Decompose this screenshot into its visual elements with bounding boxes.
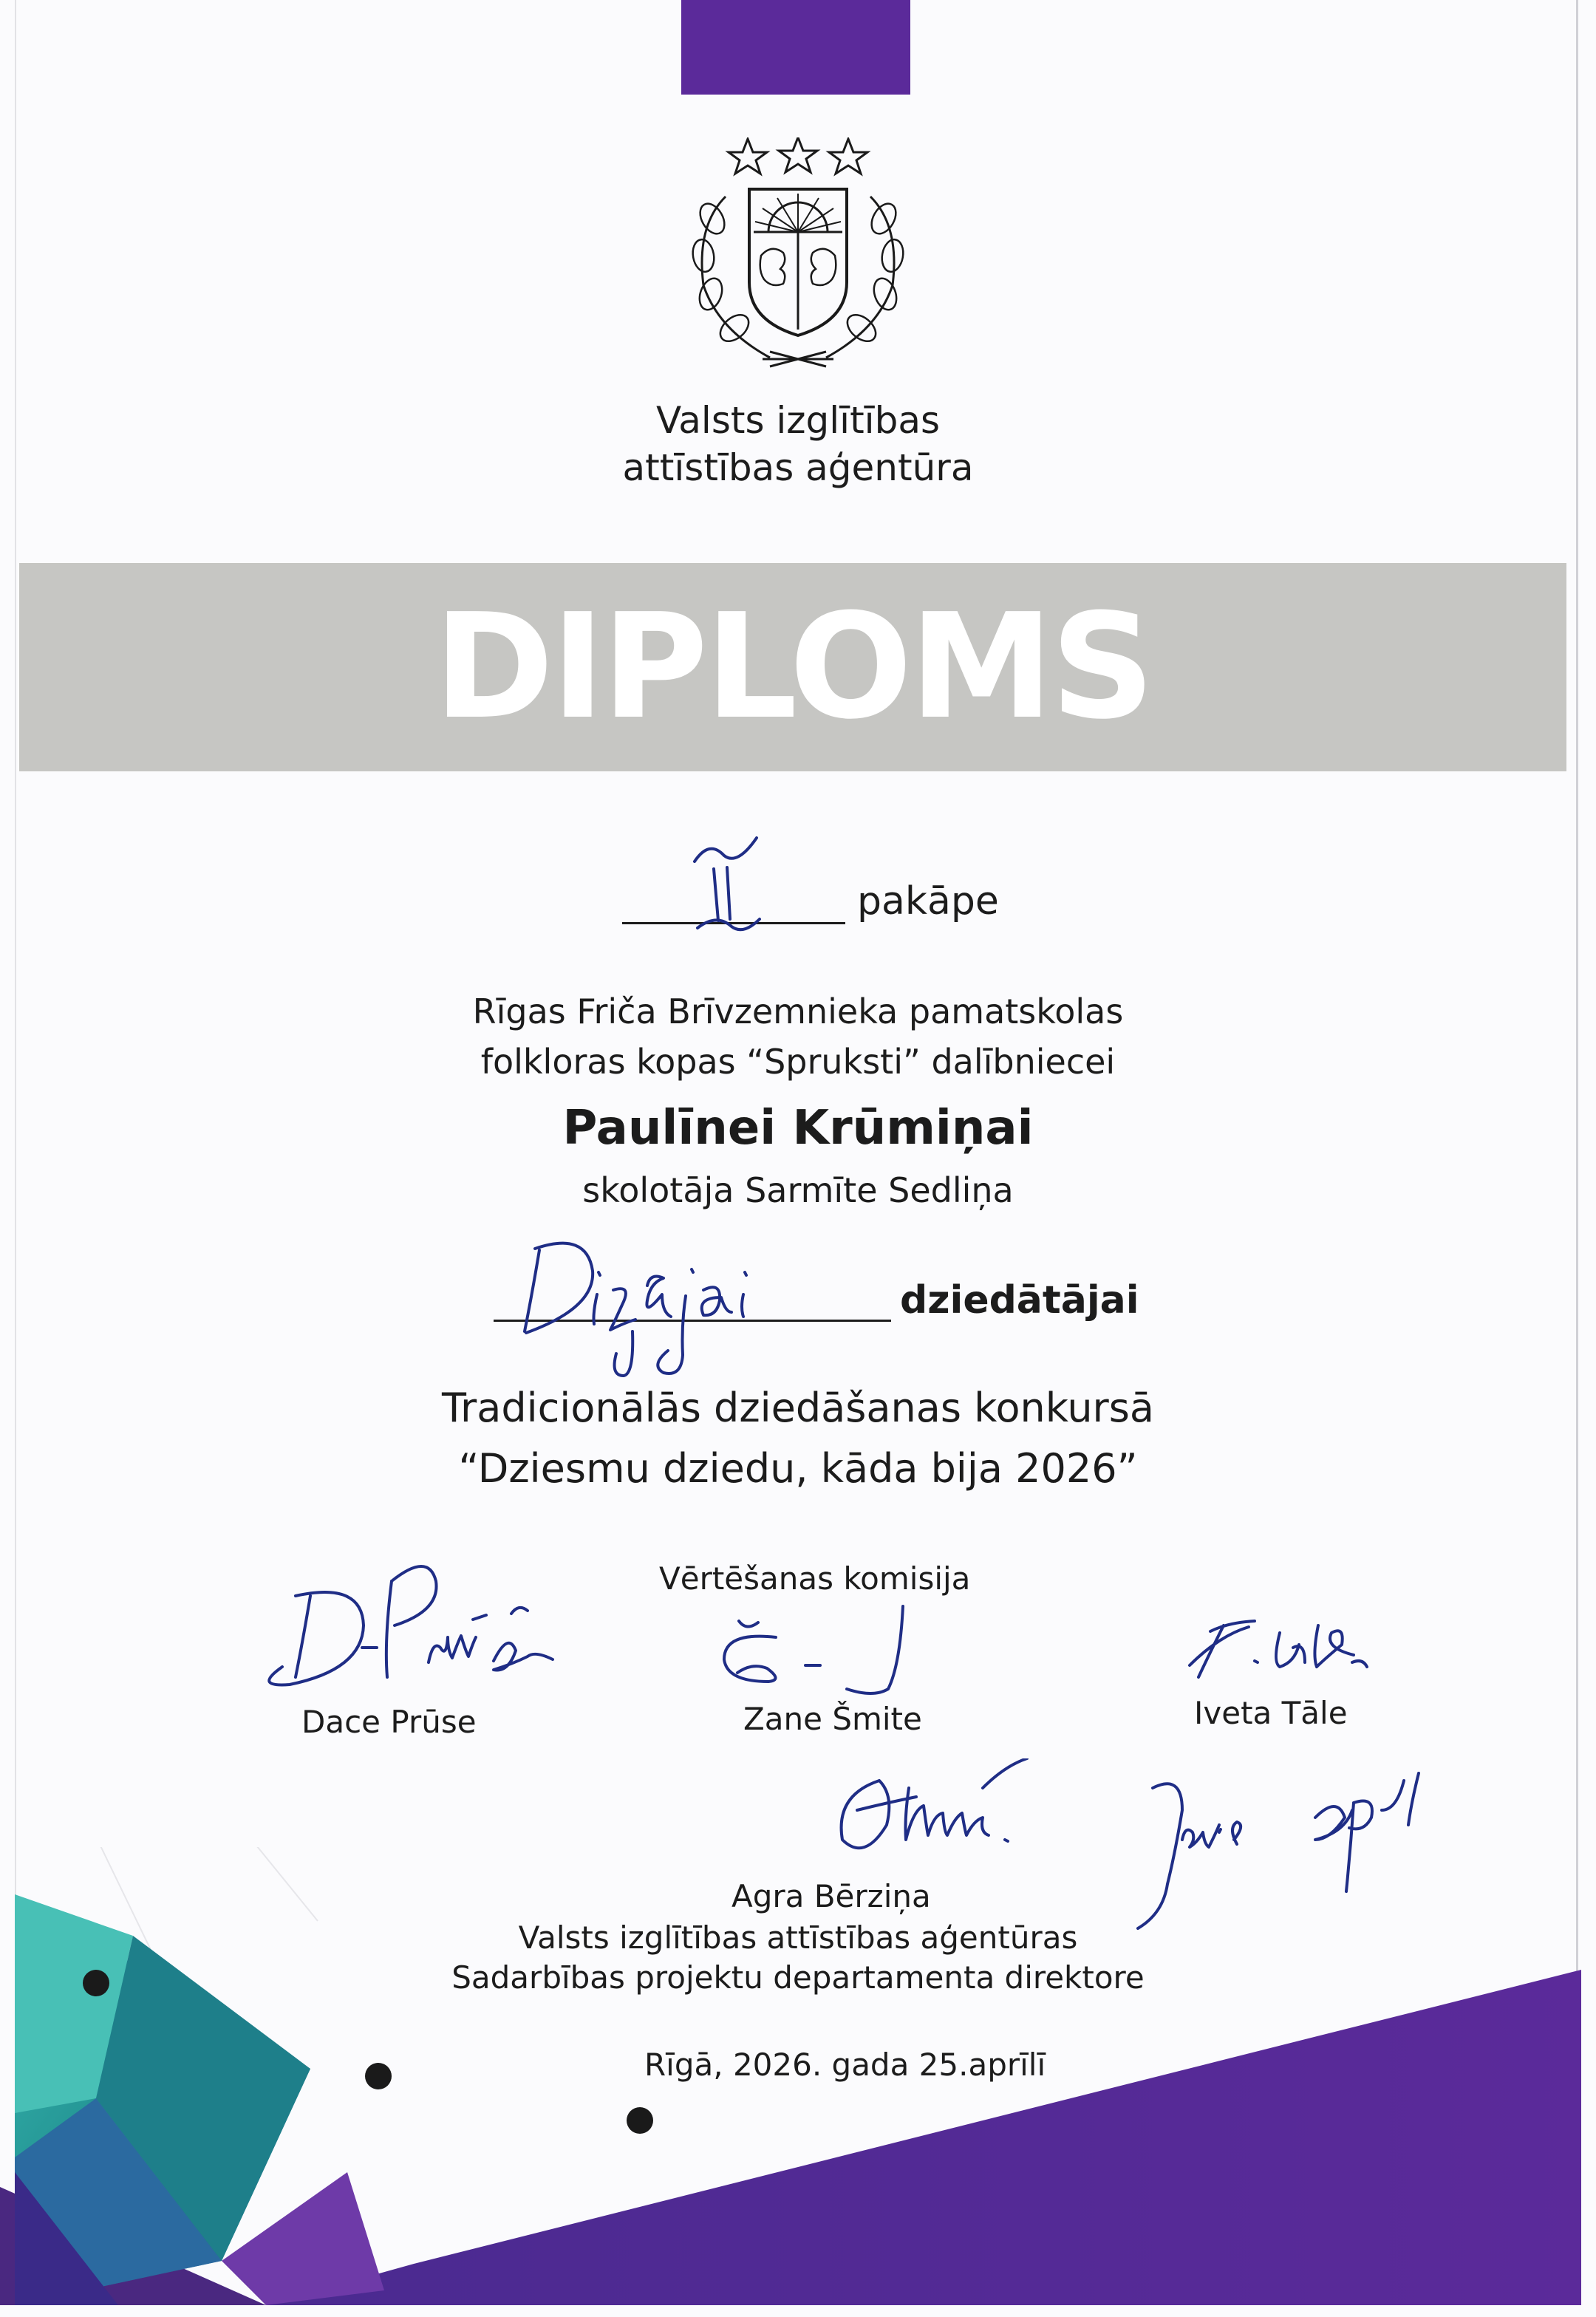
recipient-name: Paulīnei Krūmiņai: [562, 1101, 1034, 1156]
signature-zane-smite: [709, 1599, 931, 1702]
degree-label: pakāpe: [857, 879, 999, 924]
jury-heading: Vērtēšanas komisija: [659, 1560, 971, 1597]
award-label: dziedātājai: [900, 1278, 1139, 1323]
handwritten-award: [517, 1228, 783, 1383]
school-line: Rīgas Friča Brīvzemnieka pamatskolas: [472, 992, 1124, 1031]
group-line: folkloras kopas “Spruksti” dalībniecei: [480, 1042, 1116, 1082]
diploma-title: DIPLOMS: [433, 583, 1152, 751]
handwritten-degree: [687, 833, 768, 944]
signature-agra-berzina: [828, 1758, 1049, 1877]
director-org-line: Valsts izglītības attīstības aģentūras: [518, 1920, 1078, 1956]
director-position-line: Sadarbības projektu departamenta direktore: [451, 1959, 1145, 1996]
jury-member-name-3: Iveta Tāle: [1194, 1695, 1348, 1731]
jury-member-name-1: Dace Prūse: [301, 1704, 477, 1740]
jury-member-name-2: Zane Šmite: [743, 1701, 922, 1737]
place-date: Rīgā, 2026. gada 25.aprīlī: [644, 2047, 1046, 2083]
contest-line1: Tradicionālās dziedāšanas konkursā: [442, 1385, 1154, 1431]
contest-line2: “Dziesmu dziedu, kāda bija 2026”: [458, 1445, 1138, 1492]
agency-name-line2: attīstības aģentūra: [622, 446, 974, 489]
signature-dace-pruse: [251, 1552, 576, 1714]
signature-iveta-tale: [1182, 1611, 1389, 1685]
director-name: Agra Bērziņa: [732, 1878, 931, 1914]
top-purple-tab: [681, 0, 910, 95]
coat-of-arms-icon: [674, 137, 922, 372]
signature-extra: [1123, 1758, 1463, 1936]
teacher-line: skolotāja Sarmīte Sedliņa: [582, 1170, 1014, 1210]
agency-name-line1: Valsts izglītības: [655, 399, 941, 442]
